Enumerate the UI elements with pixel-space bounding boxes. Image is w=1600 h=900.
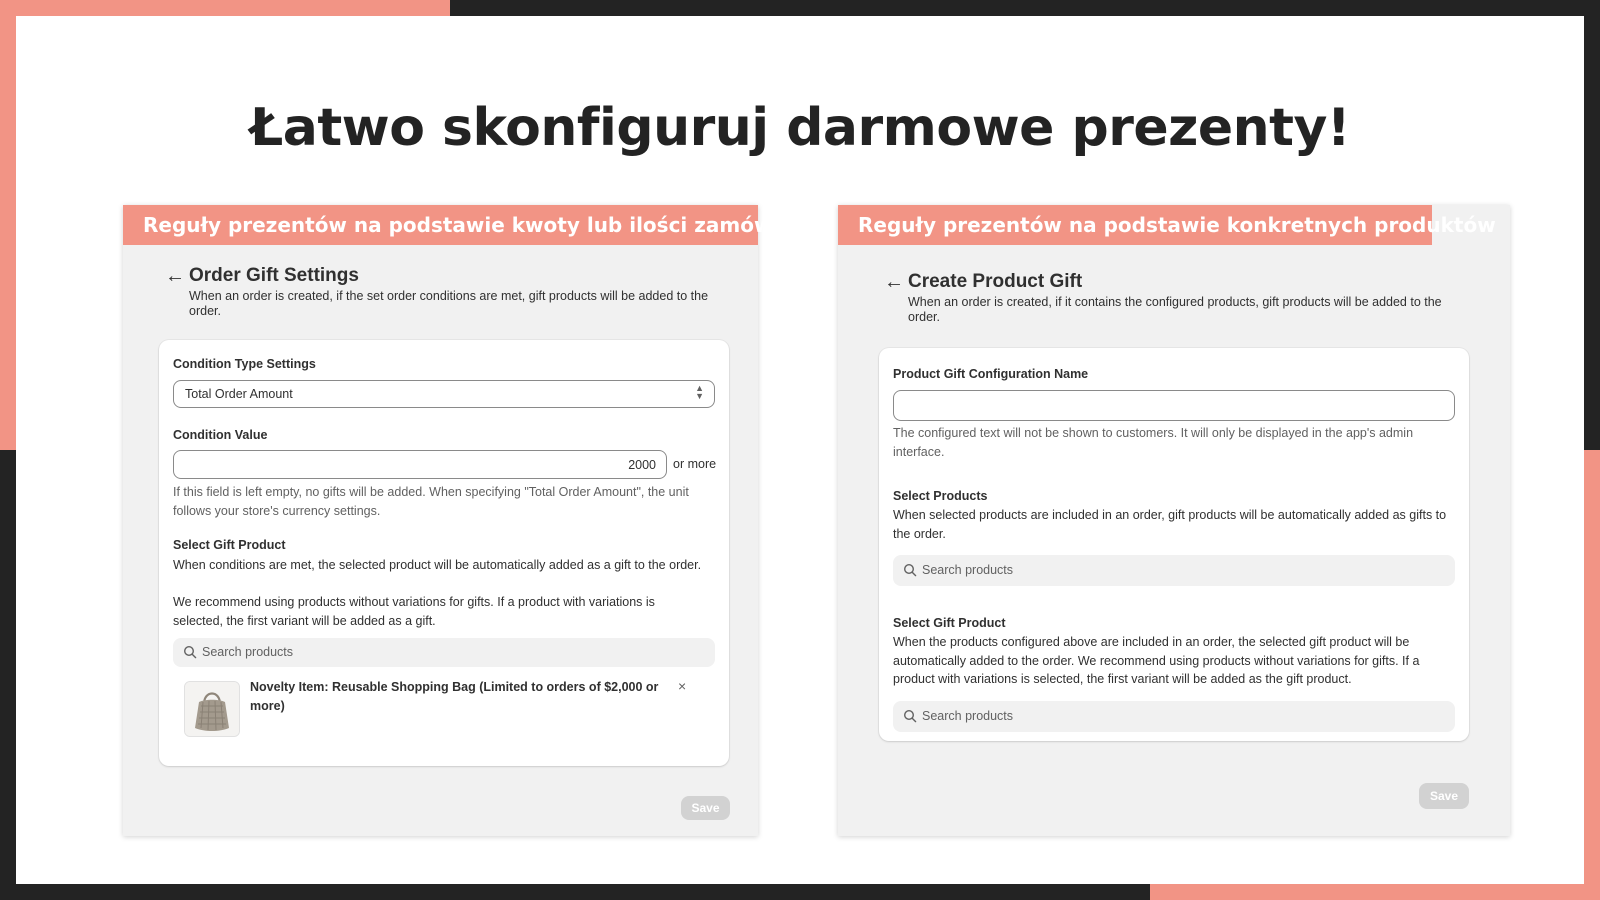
- save-button[interactable]: Save: [1419, 783, 1469, 809]
- page-subtitle: When an order is created, if it contains the configured products, gift products will be added to the order.: [908, 295, 1442, 324]
- search-placeholder: Search products: [922, 709, 1014, 723]
- page-title: Create Product Gift: [908, 271, 1083, 292]
- gift-product-search[interactable]: [893, 701, 1455, 732]
- order-gift-settings-panel: [123, 205, 828, 836]
- gift-product-recommendation: We recommend using products without variations for gifts. If a product with variations is selected, the first variant will be added as a gift.: [173, 595, 655, 628]
- panel-banner: Reguły prezentów na podstawie kwoty lub ilości zamówienia: [123, 205, 758, 245]
- close-icon[interactable]: ×: [678, 678, 687, 694]
- select-products-label: Select Products: [893, 489, 988, 503]
- product-gift-panel: [838, 205, 1510, 836]
- shopping-bag-image: [185, 682, 239, 736]
- product-thumbnail: [184, 681, 240, 737]
- gift-product-label: Select Gift Product: [173, 538, 286, 552]
- config-name-help: The configured text will not be shown to customers. It will only be displayed in the app's admin interface.: [893, 426, 1414, 459]
- arrow-left-icon[interactable]: ←: [884, 271, 904, 293]
- config-name-input[interactable]: [893, 390, 1455, 421]
- gift-product-description: When conditions are met, the selected product will be automatically added as a gift to the order.: [173, 558, 702, 572]
- page-title: Order Gift Settings: [189, 265, 359, 286]
- config-name-label: Product Gift Configuration Name: [893, 367, 1089, 381]
- search-icon: [183, 645, 197, 659]
- condition-value-input[interactable]: [173, 450, 667, 479]
- headline: Łatwo skonfiguruj darmowe prezenty!: [249, 98, 1351, 158]
- gift-product-search[interactable]: [173, 638, 715, 667]
- condition-suffix: or more: [673, 457, 717, 471]
- search-icon: [903, 709, 917, 723]
- panel-banner: Reguły prezentów na podstawie konkretnych produktów: [838, 205, 1432, 245]
- selected-product-name: Novelty Item: Reusable Shopping Bag (Limited to orders of $2,000 or more): [250, 680, 659, 713]
- chevron-up-down-icon: ▲ ▼: [695, 383, 704, 401]
- search-placeholder: Search products: [202, 645, 294, 659]
- page-header: [165, 265, 725, 325]
- condition-type-label: Condition Type Settings: [173, 357, 316, 371]
- products-search[interactable]: [893, 555, 1455, 586]
- search-placeholder: Search products: [922, 563, 1014, 577]
- slide-canvas: [16, 16, 1584, 884]
- page-subtitle: When an order is created, if the set order conditions are met, gift products will be added to the order.: [189, 289, 709, 318]
- search-icon: [903, 563, 917, 577]
- condition-value-label: Condition Value: [173, 428, 268, 442]
- product-gift-card: [879, 348, 1469, 741]
- gift-product-description: When the products configured above are included in an order, the selected gift product will be automatically added to the order. We recommend using products without variations for gifts. If a product with variations is selected, the first variant will be added as the gift product.: [893, 635, 1420, 686]
- condition-card: [159, 340, 729, 766]
- save-button[interactable]: Save: [681, 796, 730, 820]
- condition-value: 2000: [628, 458, 656, 472]
- gift-product-label: Select Gift Product: [893, 616, 1006, 630]
- page-header: [884, 271, 1484, 331]
- arrow-left-icon[interactable]: ←: [165, 265, 185, 287]
- condition-type-select[interactable]: [173, 380, 715, 408]
- condition-type-value: Total Order Amount: [185, 387, 293, 401]
- select-products-description: When selected products are included in an order, gift products will be automatically added as gifts to the order.: [893, 508, 1447, 541]
- condition-help-text: If this field is left empty, no gifts will be added. When specifying "Total Order Amount", the unit follows your store's currency settings.: [173, 485, 689, 518]
